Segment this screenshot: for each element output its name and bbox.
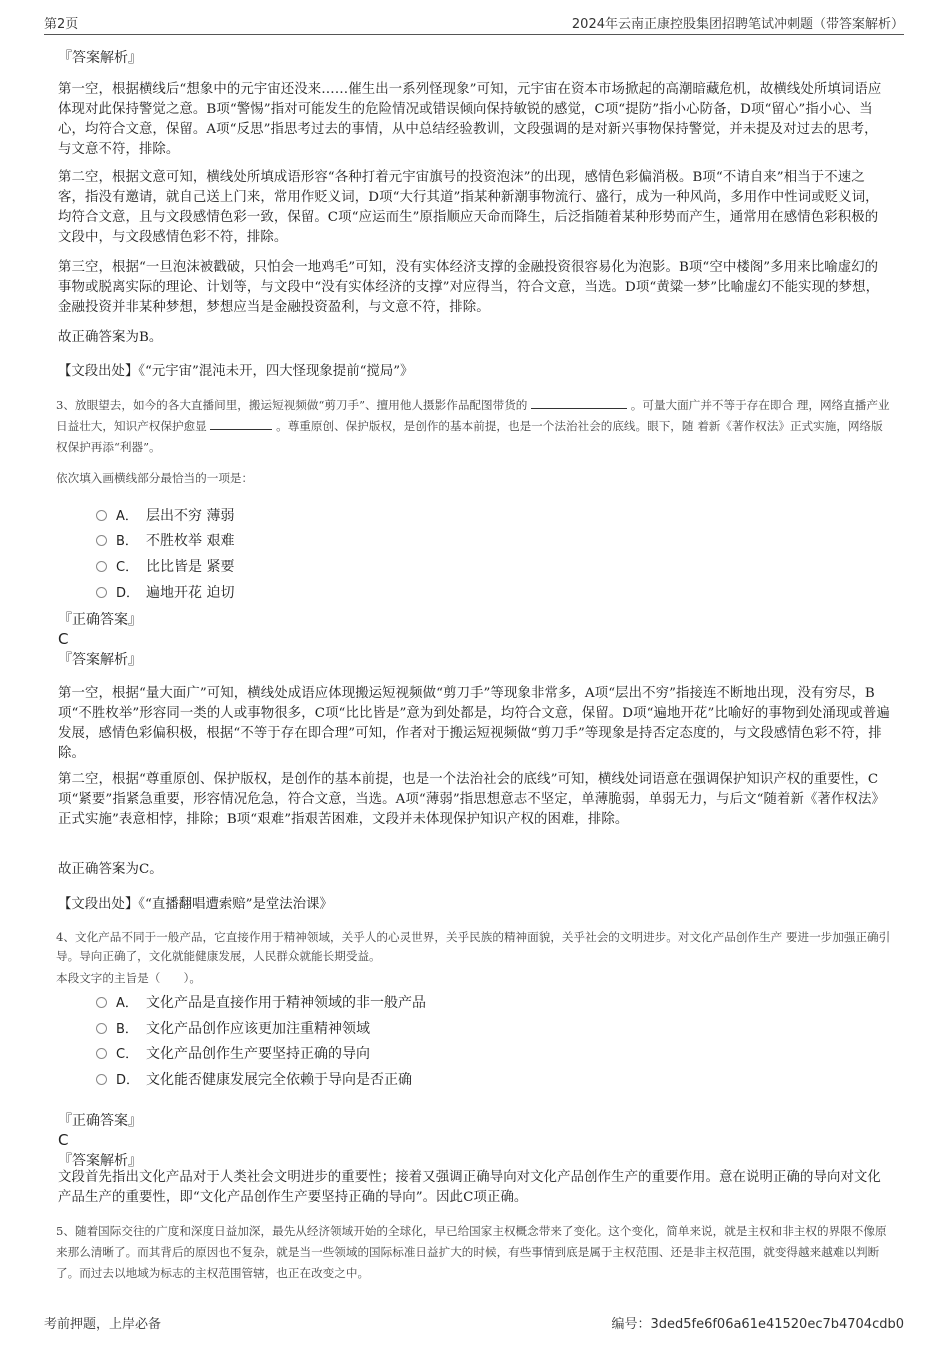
radio-icon[interactable] xyxy=(96,587,107,598)
radio-icon[interactable] xyxy=(96,510,107,521)
q3-option-a[interactable]: A． 层出不穷 薄弱 xyxy=(96,505,234,527)
footer-slogan: 考前押题，上岸必备 xyxy=(44,1317,162,1332)
q2-analysis-para3: 第三空，根据“一旦泡沫被戳破，只怕会一地鸡毛”可知，没有实体经济支撑的金融投资很容易化为泡影。B项“空中楼阁”多用来比喻虚幻的事物或脱离实际的理论、计划等，与文段中“没有实体经济的支撑”对应得当，符合文意，当选。D项“黄粱一梦”比喻虚幻不能实现的梦想，金融投资并非某种梦想，梦想应当是金融投资盈利，与文意不符，排除。 xyxy=(58,260,880,315)
q4-option-c[interactable]: C． 文化产品创作生产要坚持正确的导向 xyxy=(96,1043,370,1065)
q4-correct-answer: C xyxy=(58,1131,69,1149)
header-divider xyxy=(44,34,904,35)
blank-1 xyxy=(531,396,627,409)
q3-source: 【文段出处】《“直播翻唱遭索赔”是堂法治课》 xyxy=(58,897,333,912)
q3-analysis-para1: 第一空，根据“量大面广”可知，横线处成语应体现搬运短视频做“剪刀手”等现象非常多，A项“层出不穷”指接连不断地出现，没有穷尽，B项“不胜枚举”形容同一类的人或事物很多，C项“比比皆是”意为到处都是，均符合文意，保留。D项“遍地开花”比喻好的事物到处涌现或普遍发展，感情色彩偏积极，根据“不等于存在即合理”可知，作者对于搬运短视频做“剪刀手”等现象是持否定态度的，与文段感情色彩不符，排除。 xyxy=(58,686,890,761)
q3-analysis-para2: 第二空，根据“尊重原创、保护版权，是创作的基本前提，也是一个法治社会的底线”可知，横线处词语意在强调保护知识产权的重要性，C项“紧要”指紧急重要，形容情况危急，符合文意，当选。A项“薄弱”指思想意志不坚定，单薄脆弱，单弱无力，与后文“随着新《著作权法》正式实施”表意相悖，排除；B项“艰难”指艰苦困难，文段并未体现保护知识产权的困难，排除。 xyxy=(58,772,885,827)
q3-option-d[interactable]: D． 遍地开花 迫切 xyxy=(96,582,234,604)
q4-analysis: 文段首先指出文化产品对于人类社会文明进步的重要性；接着又强调正确导向对文化产品创作生产的重要作用。意在说明正确的导向对文化产品生产的重要性，即“文化产品创作生产要坚持正确的导向”。因此C项正确。 xyxy=(58,1170,881,1205)
document-title: 2024年云南正康控股集团招聘笔试冲刺题（带答案解析） xyxy=(571,17,904,32)
radio-icon[interactable] xyxy=(96,1023,107,1034)
q4-option-d[interactable]: D． 文化能否健康发展完全依赖于导向是否正确 xyxy=(96,1069,412,1091)
radio-icon[interactable] xyxy=(96,997,107,1008)
page-number: 第2页 xyxy=(44,17,79,32)
q5-stem: 5、随着国际交往的广度和深度日益加深，最先从经济领域开始的全球化，早已给国家主权概念带来了变化。这个变化，简单来说，就是主权和非主权的界限不像原来那么清晰了。而其背后的原因也不复杂，就是当一些领域的国际标准日益扩大的时候，有些事情到底是属于主权范围、还是非主权范围，就变得越来越难以判断了。而过去以地域为标志的主权范围管辖，也正在改变之中。 xyxy=(56,1224,887,1280)
radio-icon[interactable] xyxy=(96,561,107,572)
radio-icon[interactable] xyxy=(96,1074,107,1085)
document-id: 编号：3ded5fe6f06a61e41520ec7b4704cdb0 xyxy=(611,1317,904,1332)
radio-icon[interactable] xyxy=(96,535,107,546)
q3-option-c[interactable]: C． 比比皆是 紧要 xyxy=(96,556,234,578)
q3-prompt: 依次填入画横线部分最恰当的一项是： xyxy=(56,471,254,485)
page-header xyxy=(0,0,950,36)
q4-option-b[interactable]: B． 文化产品创作应该更加注重精神领域 xyxy=(96,1018,370,1040)
q3-stem: 3、放眼望去，如今的各大直播间里，搬运短视频做“剪刀手”、擅用他人摄影作品配图带货的 。可量大面广并不等于存在即合 理，网络直播产业日益壮大，知识产权保护愈显 。尊重原创、保护版权，是创作的基本前提，也是一个法治社会的底线。眼下，随 着新《著作权法》正式实施，网络版权保护再添“利器”。 xyxy=(56,398,890,454)
q2-analysis-label: 『答案解析』 xyxy=(58,50,142,66)
q3-correct-answer: C xyxy=(58,630,69,648)
q4-analysis-label: 『答案解析』 xyxy=(58,1153,142,1169)
q3-conclusion: 故正确答案为C。 xyxy=(58,862,163,877)
q3-analysis-label: 『答案解析』 xyxy=(58,652,142,668)
radio-icon[interactable] xyxy=(96,1048,107,1059)
q4-prompt: 本段文字的主旨是（ ）。 xyxy=(56,971,201,985)
q2-analysis-para2: 第二空，根据文意可知，横线处所填成语形容“各种打着元宇宙旗号的投资泡沫”的出现，感情色彩偏消极。B项“不请自来”相当于不速之客，指没有邀请，就自己送上门来，常用作贬义词，D项“大行其道”指某种新潮事物流行、盛行，成为一种风尚，多用作中性词或贬义词，均符合文意，且与文段感情色彩一致，保留。C项“应运而生”原指顺应天命而降生，后泛指随着某种形势而产生，通常用在感情色彩积极的文段中，与文段感情色彩不符，排除。 xyxy=(58,170,879,245)
q4-correct-label: 『正确答案』 xyxy=(58,1113,142,1129)
q2-analysis-para1: 第一空，根据横线后“想象中的元宇宙还没来……催生出一系列怪现象”可知，元宇宙在资本市场掀起的高潮暗藏危机，故横线处所填词语应体现对此保持警觉之意。B项“警惕”指对可能发生的危险情况或错误倾向保持敏锐的感觉，C项“提防”指小心防备，D项“留心”指小心、当心，均符合文意，保留。A项“反思”指思考过去的事情，从中总结经验教训，文段强调的是对新兴事物保持警觉，并未提及对过去的思考，与文意不符，排除。 xyxy=(58,82,882,157)
q3-correct-label: 『正确答案』 xyxy=(58,612,142,628)
q4-stem: 4、文化产品不同于一般产品，它直接作用于精神领域，关乎人的心灵世界，关乎民族的精神面貌，关乎社会的文明进步。对文化产品创作生产 要进一步加强正确引导。导向正确了，文化就能健康发展，人民群众就能长期受益。 xyxy=(56,930,891,963)
q2-source: 【文段出处】《“元宇宙”混沌未开，四大怪现象提前“搅局”》 xyxy=(58,364,414,379)
q2-conclusion: 故正确答案为B。 xyxy=(58,330,163,345)
q4-option-a[interactable]: A． 文化产品是直接作用于精神领域的非一般产品 xyxy=(96,992,426,1014)
q3-option-b[interactable]: B． 不胜枚举 艰难 xyxy=(96,530,234,552)
blank-2 xyxy=(210,417,272,430)
